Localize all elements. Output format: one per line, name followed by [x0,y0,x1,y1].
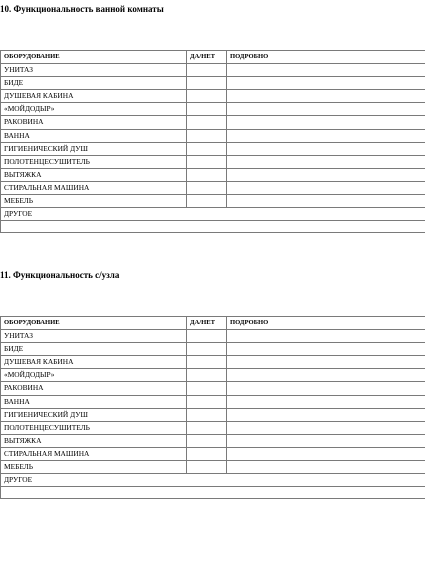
yes-no-cell[interactable] [187,356,227,369]
equipment-name: ДУШЕВАЯ КАБИНА [1,90,187,103]
yes-no-cell[interactable] [187,369,227,382]
section-title: 11. Функциональность с/узла [0,270,120,280]
yes-no-cell[interactable] [187,168,227,181]
header-equipment: ОБОРУДОВАНИЕ [1,317,187,330]
equipment-name: ГИГИЕНИЧЕСКИЙ ДУШ [1,408,187,421]
yes-no-cell[interactable] [187,181,227,194]
details-cell[interactable] [227,461,425,474]
table-row [1,330,425,343]
yes-no-cell[interactable] [187,90,227,103]
yes-no-cell[interactable] [187,129,227,142]
yes-no-cell[interactable] [187,447,227,460]
other-details-cell[interactable] [1,487,425,499]
table-row [1,395,425,408]
equipment-name: РАКОВИНА [1,116,187,129]
equipment-name: БИДЕ [1,77,187,90]
equipment-name: ДУШЕВАЯ КАБИНА [1,356,187,369]
equipment-name: ВЫТЯЖКА [1,434,187,447]
equipment-name: «МОЙДОДЫР» [1,103,187,116]
header-yes-no: ДА/НЕТ [187,317,227,330]
yes-no-cell[interactable] [187,77,227,90]
table-row [1,103,425,116]
details-cell[interactable] [227,382,425,395]
table-row [1,421,425,434]
table-row [1,382,425,395]
equipment-name: РАКОВИНА [1,382,187,395]
header-details: ПОДРОБНО [227,317,425,330]
section-title: 10. Функциональность ванной комнаты [0,4,164,14]
table-row [1,461,425,474]
yes-no-cell[interactable] [187,330,227,343]
details-cell[interactable] [227,343,425,356]
table-row [1,181,425,194]
yes-no-cell[interactable] [187,103,227,116]
other-label[interactable]: ДРУГОЕ [1,474,425,487]
details-cell[interactable] [227,103,425,116]
details-cell[interactable] [227,116,425,129]
other-details-cell[interactable] [1,221,425,233]
yes-no-cell[interactable] [187,408,227,421]
other-row-extra [1,221,425,233]
table-row [1,447,425,460]
header-equipment: ОБОРУДОВАНИЕ [1,51,187,64]
other-row [1,208,425,221]
table-row [1,64,425,77]
equipment-name: УНИТАЗ [1,64,187,77]
equipment-table [0,50,425,233]
details-cell[interactable] [227,181,425,194]
table-row [1,168,425,181]
equipment-name: БИДЕ [1,343,187,356]
equipment-name: СТИРАЛЬНАЯ МАШИНА [1,447,187,460]
equipment-name: «МОЙДОДЫР» [1,369,187,382]
equipment-name: ВАННА [1,395,187,408]
equipment-table [0,316,425,499]
yes-no-cell[interactable] [187,195,227,208]
details-cell[interactable] [227,447,425,460]
details-cell[interactable] [227,129,425,142]
equipment-name: ПОЛОТЕНЦЕСУШИТЕЛЬ [1,155,187,168]
table-header-row [1,51,425,64]
table-row [1,343,425,356]
equipment-name: МЕБЕЛЬ [1,461,187,474]
details-cell[interactable] [227,356,425,369]
header-yes-no: ДА/НЕТ [187,51,227,64]
equipment-name: МЕБЕЛЬ [1,195,187,208]
yes-no-cell[interactable] [187,382,227,395]
details-cell[interactable] [227,155,425,168]
yes-no-cell[interactable] [187,395,227,408]
other-label[interactable]: ДРУГОЕ [1,208,425,221]
equipment-name: ГИГИЕНИЧЕСКИЙ ДУШ [1,142,187,155]
header-details: ПОДРОБНО [227,51,425,64]
table-row [1,142,425,155]
yes-no-cell[interactable] [187,421,227,434]
table-row [1,408,425,421]
details-cell[interactable] [227,90,425,103]
table-row [1,116,425,129]
details-cell[interactable] [227,64,425,77]
details-cell[interactable] [227,142,425,155]
details-cell[interactable] [227,408,425,421]
details-cell[interactable] [227,168,425,181]
yes-no-cell[interactable] [187,64,227,77]
table-row [1,77,425,90]
table-row [1,90,425,103]
other-row [1,474,425,487]
table-row [1,434,425,447]
table-header-row [1,317,425,330]
table-row [1,155,425,168]
details-cell[interactable] [227,421,425,434]
other-row-extra [1,487,425,499]
equipment-name: СТИРАЛЬНАЯ МАШИНА [1,181,187,194]
details-cell[interactable] [227,77,425,90]
details-cell[interactable] [227,395,425,408]
details-cell[interactable] [227,330,425,343]
table-row [1,369,425,382]
equipment-name: УНИТАЗ [1,330,187,343]
yes-no-cell[interactable] [187,461,227,474]
details-cell[interactable] [227,195,425,208]
yes-no-cell[interactable] [187,434,227,447]
equipment-name: ПОЛОТЕНЦЕСУШИТЕЛЬ [1,421,187,434]
details-cell[interactable] [227,369,425,382]
table-row [1,195,425,208]
yes-no-cell[interactable] [187,142,227,155]
details-cell[interactable] [227,434,425,447]
table-row [1,129,425,142]
yes-no-cell[interactable] [187,343,227,356]
equipment-name: ВЫТЯЖКА [1,168,187,181]
equipment-name: ВАННА [1,129,187,142]
yes-no-cell[interactable] [187,116,227,129]
yes-no-cell[interactable] [187,155,227,168]
table-row [1,356,425,369]
